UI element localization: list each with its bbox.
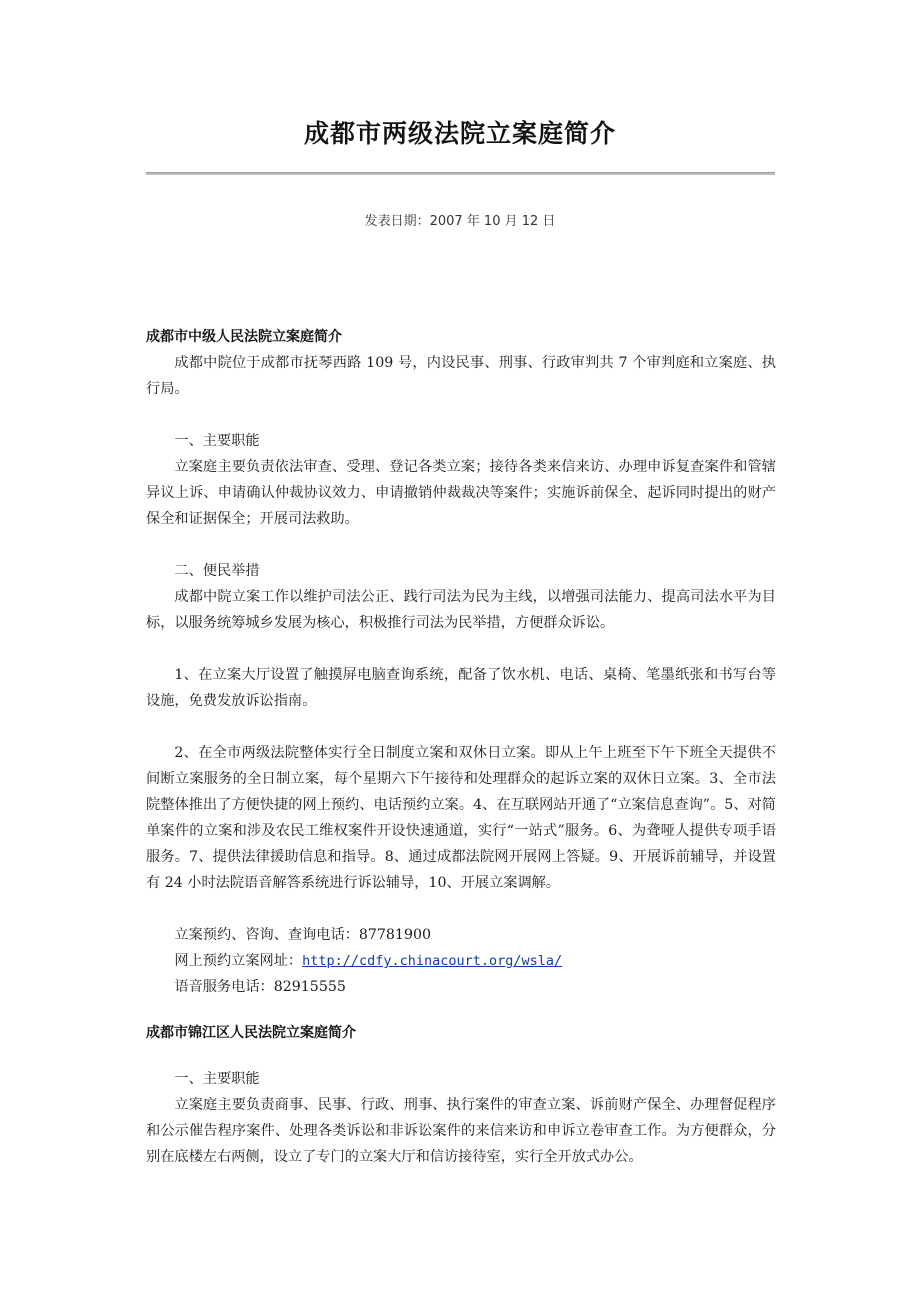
section-heading-zhongyuan: 成都市中级人民法院立案庭简介 — [146, 329, 342, 345]
section1-duty-heading: 一、主要职能 — [174, 433, 260, 449]
section-heading-jinjiang: 成都市锦江区人民法院立案庭简介 — [146, 1025, 356, 1041]
publish-date: 发表日期：2007 年 10 月 12 日 — [364, 214, 556, 229]
document-body — [146, 324, 776, 1170]
section1-measures-text: 成都中院立案工作以维护司法公正、践行司法为民为主线，以增强司法能力、提高司法水平为目标，以服务统筹城乡发展为核心，积极推行司法为民举措，方便群众诉讼。 — [146, 589, 776, 631]
section1-intro: 成都中院位于成都市抚琴西路 109 号，内设民事、刑事、行政审判共 7 个审判庭和立案庭、执行局。 — [146, 355, 776, 397]
spacer — [146, 636, 776, 662]
spacer — [146, 1000, 776, 1020]
contact-phone: 立案预约、咨询、查询电话：87781900 — [174, 927, 432, 943]
section1-measures-heading: 二、便民举措 — [174, 563, 260, 579]
section2-duty-heading: 一、主要职能 — [174, 1071, 260, 1087]
title-divider — [146, 172, 775, 175]
spacer — [146, 1046, 776, 1066]
spacer — [146, 714, 776, 740]
online-booking-link[interactable]: http://cdfy.chinacourt.org/wsla/ — [302, 953, 563, 969]
document-title: 成都市两级法院立案庭简介 — [303, 119, 616, 148]
online-booking-line — [146, 948, 776, 974]
section2-duty-text: 立案庭主要负责商事、民事、行政、刑事、执行案件的审查立案、诉前财产保全、办理督促程序和公示催告程序案件、处理各类诉讼和非诉讼案件的来信来访和申诉立卷审查工作。为方便群众，分别在底楼左右两侧，设立了专门的立案大厅和信访接待室，实行全开放式办公。 — [146, 1097, 776, 1165]
section1-duty-text: 立案庭主要负责依法审查、受理、登记各类立案；接待各类来信来访、办理申诉复查案件和管辖异议上诉、申请确认仲裁协议效力、申请撤销仲裁裁决等案件；实施诉前保全、起诉同时提出的财产保全和证据保全；开展司法救助。 — [146, 459, 776, 527]
spacer — [146, 896, 776, 922]
spacer — [146, 402, 776, 428]
section1-measure-1: 1、在立案大厅设置了触摸屏电脑查询系统，配备了饮水机、电话、桌椅、笔墨纸张和书写台等设施，免费发放诉讼指南。 — [146, 667, 776, 709]
section1-measure-2-10: 2、在全市两级法院整体实行全日制度立案和双休日立案。即从上午上班至下午下班全天提供不间断立案服务的全日制立案，每个星期六下午接待和处理群众的起诉立案的双休日立案。3、全市法院整体推出了方便快捷的网上预约、电话预约立案。4、在互联网站开通了“立案信息查询”。5、对简单案件的立案和涉及农民工维权案件开设快速通道，实行“一站式”服务。6、为聋哑人提供专项手语服务。7、提供法律援助信息和指导。8、通过成都法院网开展网上答疑。9、开展诉前辅导，并设置有 24 小时法院语音解答系统进行诉讼辅导，10、开展立案调解。 — [146, 745, 776, 891]
spacer — [146, 532, 776, 558]
voice-service-phone: 语音服务电话：82915555 — [174, 979, 346, 995]
online-booking-label: 网上预约立案网址： — [174, 953, 303, 969]
